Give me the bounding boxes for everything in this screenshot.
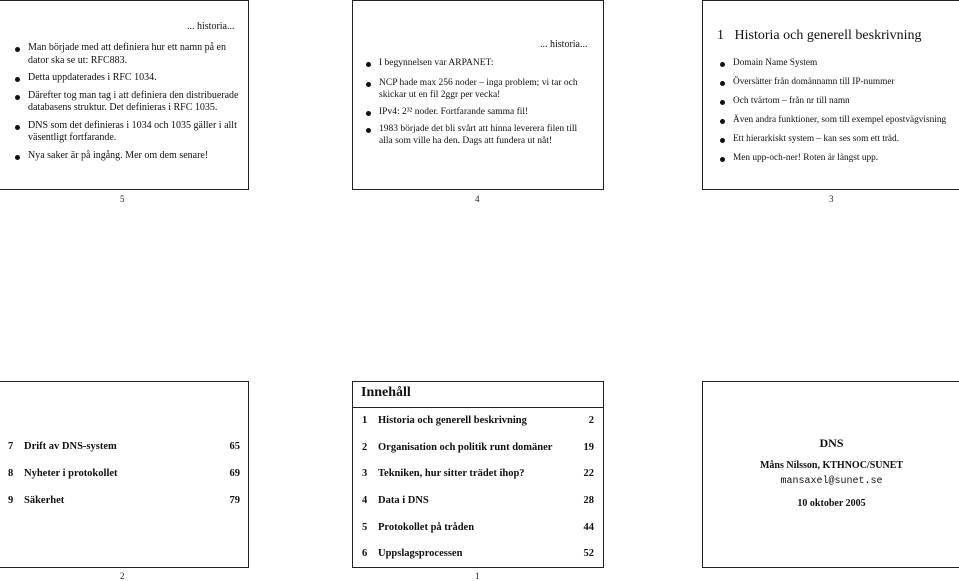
item-text: Domain Name System [733,58,818,68]
toc-title: Organisation och politik runt domäner [378,442,553,453]
toc-row [362,442,594,456]
toc-title: Data i DNS [378,495,429,506]
list-item [720,95,958,107]
list-item [366,57,588,69]
heading-divider [353,407,603,408]
section-title-text: Historia och generell beskrivning [734,28,922,43]
toc-title: Uppslagsprocessen [378,548,463,559]
toc-row [8,468,240,482]
toc-page: 65 [229,441,240,452]
list-item [720,76,958,88]
toc-row [362,468,594,482]
toc-list [8,441,240,511]
item-text: Ett hierarkiskt system – kan ses som ett träd. [733,134,900,144]
item-text: Detta uppdaterades i RFC 1034. [28,72,157,83]
toc-page: 22 [583,468,594,479]
page-number: 5 [120,194,125,204]
toc-row [362,495,594,509]
list-item [720,114,958,126]
bullet-list [15,42,243,162]
list-item [366,77,588,101]
item-text: Och tvärtom – från nr till namn [733,96,850,106]
item-text: 1983 började det bli svårt att hinna leverera filen till alla som ville ha den. Dags att fundera ut nåt! [379,124,578,146]
item-text: Man började med att definiera hur ett namn på en dator ska se ut: RFC883. [28,42,226,66]
toc-number: 5 [362,522,368,533]
item-text: Översätter från domännamn till IP-nummer [733,77,895,87]
list-item [366,123,588,147]
section-title [717,28,922,44]
toc-number: 1 [362,415,368,426]
toc-row [8,495,240,509]
item-text: Men upp-och-ner! Roten är längst upp. [733,153,879,163]
toc-page: 79 [229,495,240,506]
page-number: 3 [829,194,834,204]
bullet-list [720,57,958,164]
item-text: Även andra funktioner, som till exempel epostvägvisning [733,115,947,125]
slide-2 [0,381,249,568]
toc-page: 44 [583,522,594,533]
toc-page: 19 [583,442,594,453]
item-text: NCP hade max 256 noder – inga problem; vi tar och skickar ut en fil 2ggr per vecka! [379,78,578,100]
presentation-title: DNS [819,436,844,450]
list-item [366,106,588,118]
slide-4 [352,0,604,190]
toc-title: Drift av DNS-system [24,441,117,452]
toc-page: 28 [583,495,594,506]
toc-number: 6 [362,548,368,559]
section-number: 1 [717,28,724,43]
toc-number: 4 [362,495,368,506]
author: Måns Nilsson, KTHNOC/SUNET [759,460,904,471]
toc-page: 52 [583,548,594,559]
list-item [15,90,243,115]
list-item [15,42,243,67]
toc-number: 7 [8,441,14,452]
toc-row [362,522,594,536]
list-item [720,133,958,145]
title-slide [702,381,959,568]
slide-header: ... historia... [187,21,235,32]
item-text: Nya saker är på ingång. Mer om dem senare! [28,149,209,161]
slide-3 [702,0,959,190]
author-email: mansaxel@sunet.se [780,476,883,487]
item-text: Därefter tog man tag i att definiera den distribuerade databasens struktur. Det definieras i RFC 1035. [28,89,239,113]
page-number: 2 [120,571,125,581]
slide-1 [352,381,604,568]
list-item [15,150,243,163]
slide-5 [0,0,249,190]
item-text: IPv4: 2³² noder. Fortfarande samma fil! [379,107,529,117]
toc-title: Historia och generell beskrivning [378,415,527,426]
toc-page: 2 [588,415,594,426]
list-item [720,152,958,164]
toc-row [8,441,240,455]
list-item [15,120,243,145]
item-text: I begynnelsen var ARPANET: [379,58,494,68]
slide-header: ... historia... [540,39,588,50]
toc-number: 8 [8,468,14,479]
toc-page: 69 [229,468,240,479]
page-number: 4 [475,194,480,204]
toc-number: 2 [362,442,368,453]
list-item [720,57,958,69]
toc-number: 9 [8,495,14,506]
toc-title: Säkerhet [24,495,65,506]
toc-title: Nyheter i protokollet [24,468,118,479]
toc-title: Protokollet på tråden [378,522,475,533]
page-number: 1 [475,571,480,581]
page-title: Innehåll [361,385,411,400]
item-text: DNS som det definieras i 1034 och 1035 gäller i allt väsentligt fortfarande. [28,119,237,143]
toc-row [362,415,594,429]
toc-title: Tekniken, hur sitter trädet ihop? [378,468,525,479]
presentation-date: 10 oktober 2005 [797,498,866,509]
toc-list [362,415,594,560]
toc-row [362,548,594,562]
bullet-list [366,57,588,147]
toc-number: 3 [362,468,368,479]
list-item [15,72,243,85]
